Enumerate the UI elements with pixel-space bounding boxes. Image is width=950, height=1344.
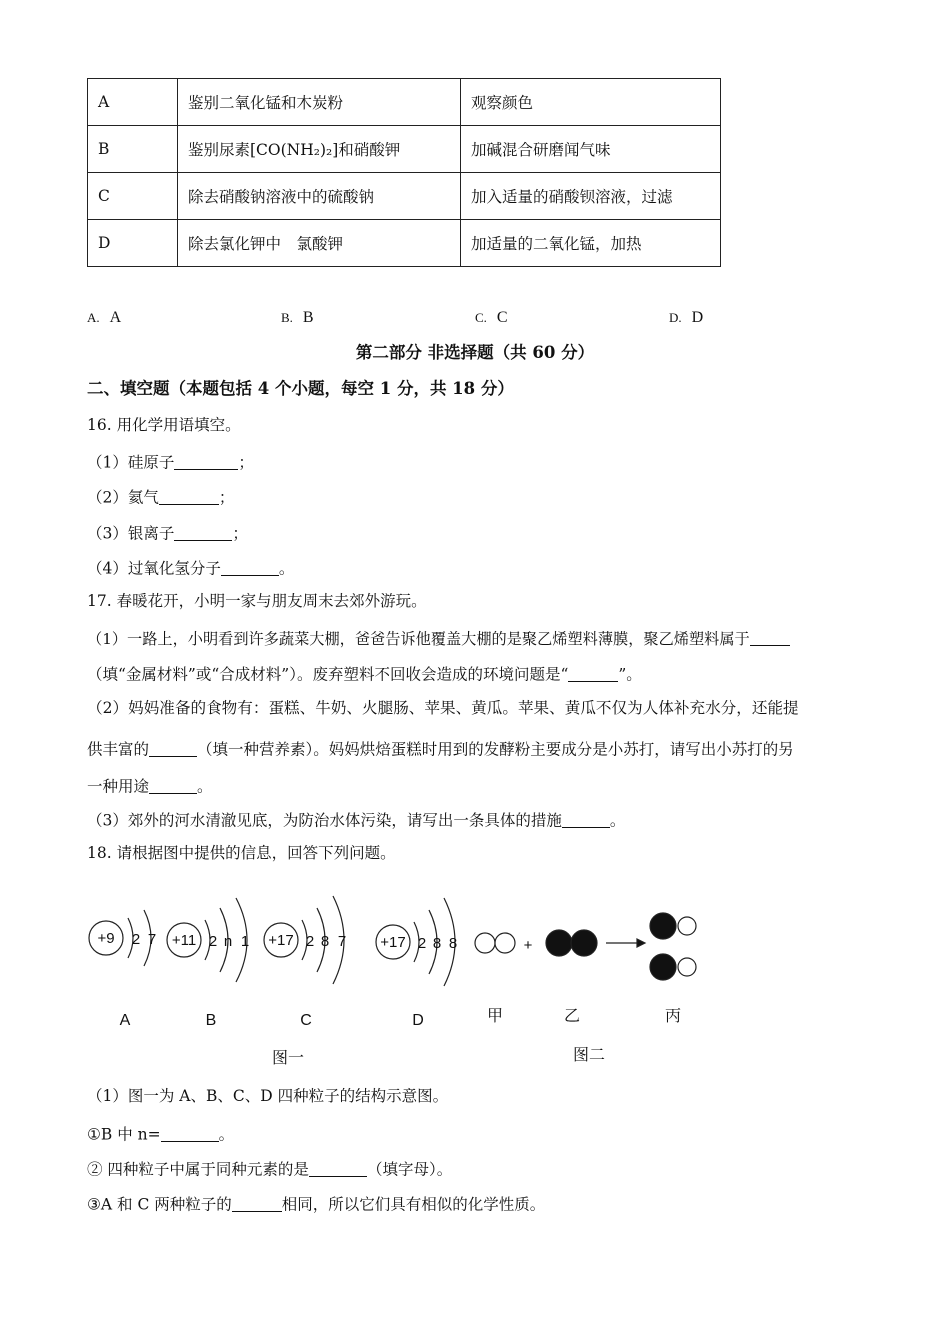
purpose-cell: 除去氯化钾中 氯酸钾 <box>178 220 461 267</box>
choice-letter: B. <box>281 310 293 325</box>
q18-s1 <box>87 1125 234 1143</box>
choice-value: A <box>109 309 122 326</box>
answer-blank[interactable] <box>174 453 238 470</box>
answer-blank[interactable] <box>161 1125 219 1142</box>
q16-item-1 <box>87 453 254 471</box>
molecule-label: 乙 <box>563 1008 581 1025</box>
answer-blank[interactable] <box>568 665 618 682</box>
q16-item-3 <box>87 524 248 542</box>
shell-electron-count: 8 <box>432 935 442 952</box>
shell-electron-count: 2 <box>208 933 218 950</box>
shell-electron-count: 7 <box>337 933 347 950</box>
black-atom <box>571 930 597 956</box>
nucleus-label: +11 <box>171 932 197 949</box>
white-atom <box>678 917 696 935</box>
table-row <box>88 220 721 267</box>
choice-a[interactable] <box>87 309 121 327</box>
molecule-label: 甲 <box>486 1008 504 1025</box>
white-atom <box>475 933 495 953</box>
answer-blank[interactable] <box>149 777 197 794</box>
table-row <box>88 79 721 126</box>
q17-stem: 17. 春暖花开，小明一家与朋友周末去郊外游玩。 <box>87 592 427 610</box>
shell-electron-count: 8 <box>320 933 330 950</box>
q17-text: 。 <box>609 811 626 830</box>
option-letter-cell: B <box>88 126 178 173</box>
q16-item-text: （3）银离子 <box>87 524 175 543</box>
nucleus-label: +17 <box>268 932 294 949</box>
q16-item-end: 。 <box>278 559 295 578</box>
purpose-cell: 鉴别尿素[CO(NH₂)₂]和硝酸钾 <box>178 126 461 173</box>
q17-text: （3）郊外的河水清澈见底，为防治水体污染，请写出一条具体的措施 <box>87 811 562 830</box>
q18-text: 相同，所以它们具有相似的化学性质。 <box>281 1195 546 1214</box>
q17-text: 一种用途 <box>87 777 150 796</box>
q17-text: （填“金属材料”或“合成材料”）。废弃塑料不回收会造成的环境问题是“ <box>87 665 569 684</box>
option-letter-cell: C <box>88 173 178 220</box>
q17-text: 。 <box>197 777 213 796</box>
answer-blank[interactable] <box>309 1160 367 1177</box>
q18-s2 <box>87 1160 452 1178</box>
q18-sub1: （1）图一为 A、B、C、D 四种粒子的结构示意图。 <box>87 1087 449 1105</box>
purpose-cell: 鉴别二氧化锰和木炭粉 <box>178 79 461 126</box>
q17-p1b <box>87 665 642 683</box>
q18-text: ③A 和 C 两种粒子的 <box>87 1195 232 1214</box>
method-cell: 加适量的二氧化锰，加热 <box>461 220 721 267</box>
arrow-head <box>637 939 645 947</box>
white-atom <box>495 933 515 953</box>
particle-label: A <box>119 1012 131 1029</box>
q18-text: ①B 中 n= <box>87 1125 161 1144</box>
black-atom <box>650 913 676 939</box>
table-row <box>88 173 721 220</box>
q18-s3 <box>87 1195 545 1213</box>
q18-stem: 18. 请根据图中提供的信息，回答下列问题。 <box>87 844 396 862</box>
q16-item-text: （2）氦气 <box>87 488 159 507</box>
q17-p2b <box>87 740 794 758</box>
q17-text: 供丰富的 <box>87 740 150 759</box>
table-row <box>88 126 721 173</box>
q17-p2c <box>87 777 213 795</box>
shell-electron-count: n <box>223 933 233 950</box>
choice-c[interactable] <box>475 309 508 327</box>
method-cell: 加碱混合研磨闻气味 <box>461 126 721 173</box>
choice-letter: D. <box>669 310 682 325</box>
q16-item-end: ； <box>218 488 235 507</box>
figure-caption: 图一 <box>271 1050 305 1067</box>
figure-caption: 图二 <box>572 1047 606 1064</box>
black-atom <box>546 930 572 956</box>
choice-b[interactable] <box>281 309 314 327</box>
q17-p1a <box>87 630 790 647</box>
choice-value: D <box>691 309 704 326</box>
shell-electron-count: 2 <box>305 933 315 950</box>
black-atom <box>650 954 676 980</box>
shell-electron-count: 2 <box>417 935 427 952</box>
choice-value: C <box>496 309 508 326</box>
shell-electron-count: 8 <box>448 935 458 952</box>
particle-label: D <box>412 1012 424 1029</box>
method-cell: 观察颜色 <box>461 79 721 126</box>
option-letter-cell: A <box>88 79 178 126</box>
q16-item-end: ； <box>232 524 248 543</box>
shell-electron-count: 1 <box>240 933 250 950</box>
answer-blank[interactable] <box>174 524 232 541</box>
options-table <box>87 78 721 267</box>
particle-label: B <box>205 1012 217 1029</box>
nucleus-label: +9 <box>97 930 115 947</box>
q17-text: （填一种营养素）。妈妈烘焙蛋糕时用到的发酵粉主要成分是小苏打，请写出小苏打的另 <box>197 740 794 759</box>
answer-blank[interactable] <box>159 488 219 505</box>
part2-title: 第二部分 非选择题（共 60 分） <box>355 343 595 362</box>
choice-value: B <box>302 309 314 326</box>
shell-electron-count: 2 <box>131 931 141 948</box>
q17-p3 <box>87 811 625 829</box>
molecule-label: 丙 <box>664 1008 682 1025</box>
q17-text: （1）一路上，小明看到许多蔬菜大棚，爸爸告诉他覆盖大棚的是聚乙烯塑料薄膜，聚乙烯塑料属于 <box>87 630 750 649</box>
q18-text: 。 <box>218 1125 235 1144</box>
white-atom <box>678 958 696 976</box>
q16-item-end: ； <box>238 453 254 472</box>
method-cell: 加入适量的硝酸钡溶液，过滤 <box>461 173 721 220</box>
choice-letter: C. <box>475 310 487 325</box>
answer-blank[interactable] <box>221 559 279 576</box>
purpose-cell: 除去硝酸钠溶液中的硫酸钠 <box>178 173 461 220</box>
option-letter-cell: D <box>88 220 178 267</box>
answer-blank[interactable] <box>750 630 790 646</box>
answer-blank[interactable] <box>232 1195 282 1212</box>
q16-item-4 <box>87 559 294 577</box>
q17-text: ”。 <box>618 665 642 684</box>
section2-title: 二、填空题（本题包括 4 个小题，每空 1 分，共 18 分） <box>87 379 514 398</box>
q16-stem: 16. 用化学用语填空。 <box>87 416 241 434</box>
answer-blank[interactable] <box>149 740 197 757</box>
particle-label: C <box>300 1012 312 1029</box>
q18-figure <box>0 880 950 1070</box>
q16-item-text: （4）过氧化氢分子 <box>87 559 221 578</box>
shell-electron-count: 7 <box>147 931 157 948</box>
q17-p2a: （2）妈妈准备的食物有：蛋糕、牛奶、火腿肠、苹果、黄瓜。苹果、黄瓜不仅为人体补充水分，还能提 <box>87 699 799 717</box>
nucleus-label: +17 <box>380 934 406 951</box>
q18-text: ② 四种粒子中属于同种元素的是 <box>87 1160 309 1179</box>
choice-d[interactable] <box>669 309 703 327</box>
answer-blank[interactable] <box>562 811 610 828</box>
plus-sign: + <box>523 937 533 954</box>
q16-item-2 <box>87 488 234 506</box>
q18-text: （填字母）。 <box>366 1160 453 1179</box>
choice-letter: A. <box>87 310 100 325</box>
q16-item-text: （1）硅原子 <box>87 453 175 472</box>
